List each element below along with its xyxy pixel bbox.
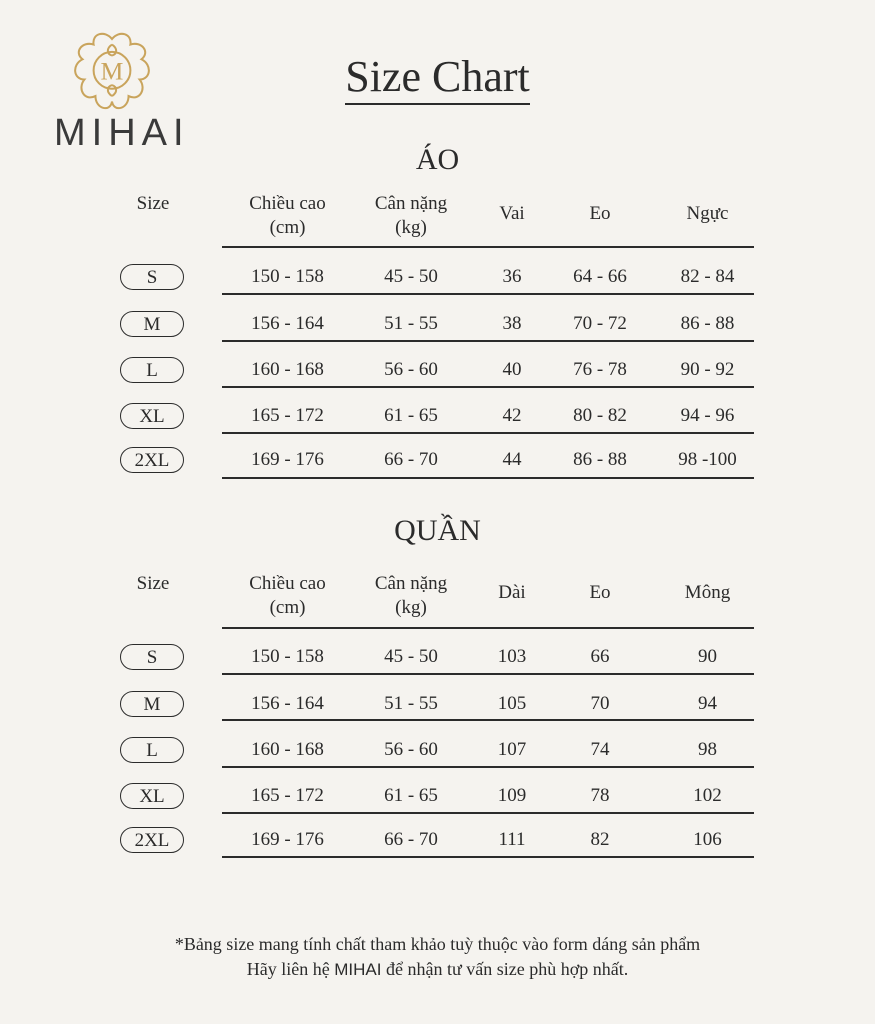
weight-cell: 61 - 65 — [384, 405, 438, 426]
footnote-contact: Hãy liên hệ MIHAI để nhận tư vấn size phù hợp nhất. — [246, 959, 629, 979]
chest-cell: 82 - 84 — [680, 266, 735, 287]
weight-cell: 66 - 70 — [384, 829, 438, 850]
size-badge: S — [120, 644, 184, 670]
divider — [222, 293, 754, 295]
divider — [222, 432, 754, 434]
hip-cell: 90 — [698, 646, 717, 667]
waist-cell: 74 — [590, 739, 610, 760]
table-row — [0, 304, 875, 344]
divider — [222, 246, 754, 248]
waist-cell: 78 — [590, 785, 610, 806]
table-row — [0, 820, 875, 860]
table-row — [0, 396, 875, 436]
size-badge: S — [120, 264, 184, 290]
size-badge: XL — [120, 403, 184, 429]
height-cell: 169 - 176 — [251, 449, 324, 470]
divider — [222, 340, 754, 342]
waist-cell: 70 - 72 — [573, 313, 627, 334]
chest-cell: 90 - 92 — [680, 359, 735, 380]
height-cell: 150 - 158 — [251, 646, 324, 667]
weight-cell: 61 - 65 — [384, 785, 438, 806]
table-row — [0, 730, 875, 770]
header-shoulder: Vai — [499, 203, 525, 224]
header-waist: Eo — [589, 203, 611, 224]
pants-section-title: QUẦN — [394, 514, 481, 547]
shirt-section-title: ÁO — [415, 143, 460, 176]
length-cell: 103 — [497, 646, 527, 667]
size-badge: M — [120, 311, 184, 337]
table-row — [0, 684, 875, 724]
chest-cell: 98 -100 — [678, 449, 737, 470]
chest-cell: 94 - 96 — [680, 405, 735, 426]
waist-cell: 66 — [590, 646, 610, 667]
divider — [222, 812, 754, 814]
svg-text:M: M — [100, 56, 124, 86]
chest-cell: 86 - 88 — [680, 313, 735, 334]
divider — [222, 719, 754, 721]
waist-cell: 76 - 78 — [573, 359, 627, 380]
height-cell: 165 - 172 — [251, 405, 324, 426]
height-cell: 156 - 164 — [251, 313, 324, 334]
divider — [222, 386, 754, 388]
table-row — [0, 257, 875, 297]
header-waist: Eo — [589, 582, 611, 603]
header-hip: Mông — [684, 582, 731, 603]
height-cell: 150 - 158 — [251, 266, 324, 287]
table-row — [0, 350, 875, 390]
length-cell: 107 — [497, 739, 527, 760]
header-length: Dài — [498, 582, 526, 603]
length-cell: 105 — [497, 693, 527, 714]
header-size: Size — [136, 193, 170, 214]
hip-cell: 102 — [693, 785, 722, 806]
header-chest: Ngực — [686, 203, 729, 224]
size-badge: L — [120, 737, 184, 763]
weight-cell: 45 - 50 — [384, 646, 438, 667]
size-badge: XL — [120, 783, 184, 809]
brand-name: MIHAI — [54, 112, 190, 154]
weight-cell: 56 - 60 — [384, 359, 438, 380]
weight-cell: 45 - 50 — [384, 266, 438, 287]
waist-cell: 82 — [590, 829, 610, 850]
waist-cell: 86 - 88 — [573, 449, 627, 470]
page-title: Size Chart — [0, 55, 875, 99]
divider — [222, 766, 754, 768]
height-cell: 160 - 168 — [251, 739, 324, 760]
shoulder-cell: 44 — [502, 449, 522, 470]
table-row — [0, 440, 875, 480]
waist-cell: 64 - 66 — [573, 266, 627, 287]
length-cell: 109 — [497, 785, 527, 806]
divider — [222, 627, 754, 629]
size-badge: 2XL — [120, 447, 184, 473]
header-size: Size — [136, 573, 170, 594]
header-weight: Cân nặng (kg) — [374, 193, 448, 238]
divider — [222, 673, 754, 675]
hip-cell: 106 — [693, 829, 722, 850]
length-cell: 111 — [498, 829, 526, 850]
footnote-disclaimer: *Bảng size mang tính chất tham khảo tuỳ thuộc vào form dáng sản phẩm — [174, 934, 701, 954]
size-badge: 2XL — [120, 827, 184, 853]
weight-cell: 56 - 60 — [384, 739, 438, 760]
divider — [222, 856, 754, 858]
shoulder-cell: 40 — [502, 359, 522, 380]
size-badge: M — [120, 691, 184, 717]
waist-cell: 80 - 82 — [573, 405, 627, 426]
hip-cell: 94 — [698, 693, 717, 714]
weight-cell: 51 - 55 — [384, 693, 438, 714]
shoulder-cell: 36 — [502, 266, 522, 287]
height-cell: 160 - 168 — [251, 359, 324, 380]
shoulder-cell: 38 — [502, 313, 522, 334]
height-cell: 156 - 164 — [251, 693, 324, 714]
size-badge: L — [120, 357, 184, 383]
weight-cell: 66 - 70 — [384, 449, 438, 470]
header-height: Chiều cao (cm) — [249, 193, 326, 238]
header-height: Chiều cao (cm) — [249, 573, 326, 618]
hip-cell: 98 — [698, 739, 717, 760]
height-cell: 165 - 172 — [251, 785, 324, 806]
waist-cell: 70 — [590, 693, 610, 714]
table-row — [0, 776, 875, 816]
divider — [222, 477, 754, 479]
table-row — [0, 637, 875, 677]
height-cell: 169 - 176 — [251, 829, 324, 850]
shoulder-cell: 42 — [502, 405, 522, 426]
brand-mention: MIHAI — [334, 960, 382, 979]
header-weight: Cân nặng (kg) — [374, 573, 448, 618]
weight-cell: 51 - 55 — [384, 313, 438, 334]
